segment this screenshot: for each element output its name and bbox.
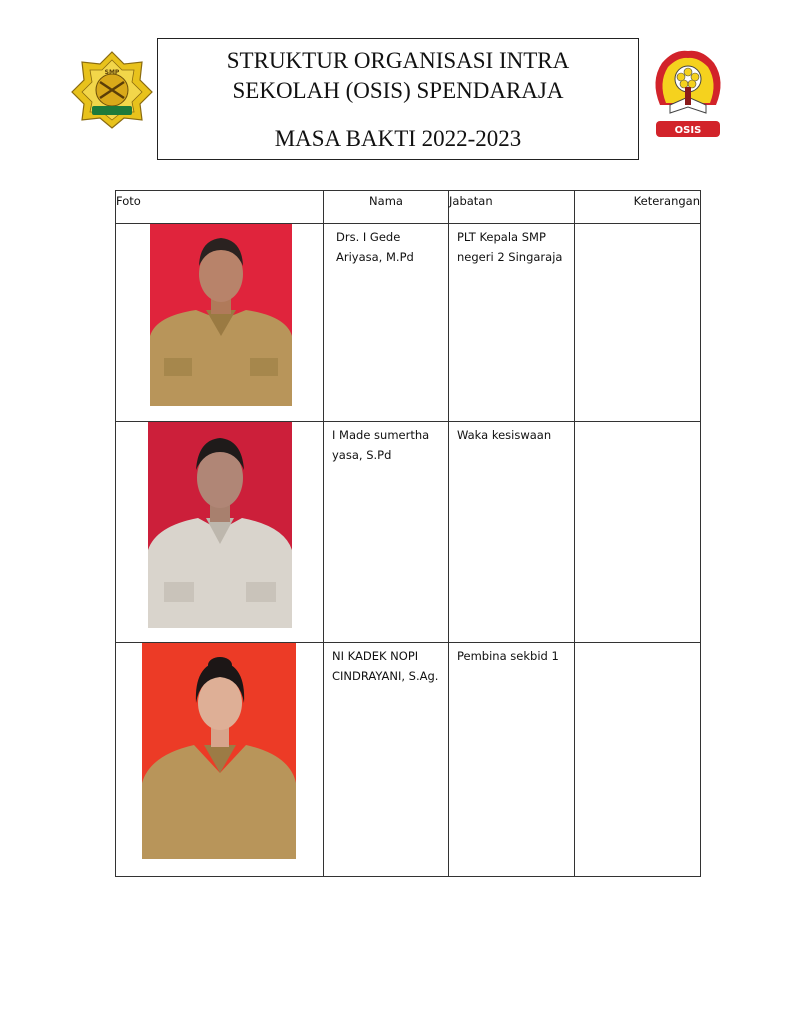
table-row: [116, 224, 701, 422]
page-title-period: MASA BAKTI 2022-2023: [274, 126, 522, 151]
school-emblem-logo: [70, 50, 154, 130]
osis-logo-text: OSIS: [674, 125, 702, 136]
column-header-keterangan: Keterangan: [575, 191, 701, 224]
table-header-row: [116, 191, 701, 224]
member-name-line2: yasa, S.Pd: [332, 448, 392, 462]
column-header-nama: Nama: [324, 191, 449, 224]
osis-logo: [648, 45, 728, 143]
member-name-line1: NI KADEK NOPI: [332, 649, 419, 663]
page-title-box: [157, 38, 639, 160]
member-photo: [116, 422, 324, 641]
name-cell: [324, 224, 449, 422]
note-cell: [575, 422, 701, 643]
column-header-jabatan: Jabatan: [449, 191, 575, 224]
member-name-line2: CINDRAYANI, S.Ag.: [332, 669, 439, 683]
member-name-line1: I Made sumertha: [332, 428, 430, 442]
member-note: [575, 643, 700, 646]
name-cell: [324, 422, 449, 643]
member-note: [575, 422, 700, 425]
member-name-line2: Ariyasa, M.Pd: [336, 250, 414, 264]
page-title-line2: SEKOLAH (OSIS) SPENDARAJA: [232, 78, 564, 103]
role-cell: [449, 643, 575, 877]
member-name-line1: Drs. I Gede: [336, 230, 401, 244]
name-cell: [324, 643, 449, 877]
note-cell: [575, 224, 701, 422]
photo-cell: [116, 224, 324, 422]
table-row: [116, 422, 701, 643]
member-role-line1: Waka kesiswaan: [457, 428, 552, 442]
photo-cell: [116, 422, 324, 643]
column-header-foto: Foto: [116, 191, 324, 224]
note-cell: [575, 643, 701, 877]
member-role-line1: Pembina sekbid 1: [457, 649, 559, 663]
role-cell: [449, 422, 575, 643]
photo-cell: [116, 643, 324, 877]
member-role-line1: PLT Kepala SMP: [457, 230, 546, 244]
role-cell: [449, 224, 575, 422]
member-photo: [116, 643, 324, 875]
page-title-line1: STRUKTUR ORGANISASI INTRA: [226, 48, 570, 73]
member-role-line2: negeri 2 Singaraja: [457, 250, 563, 264]
svg-text:SMP: SMP: [104, 69, 120, 76]
member-photo: [116, 224, 324, 420]
organization-table: [115, 190, 701, 877]
member-note: [575, 224, 700, 227]
table-row: [116, 643, 701, 877]
